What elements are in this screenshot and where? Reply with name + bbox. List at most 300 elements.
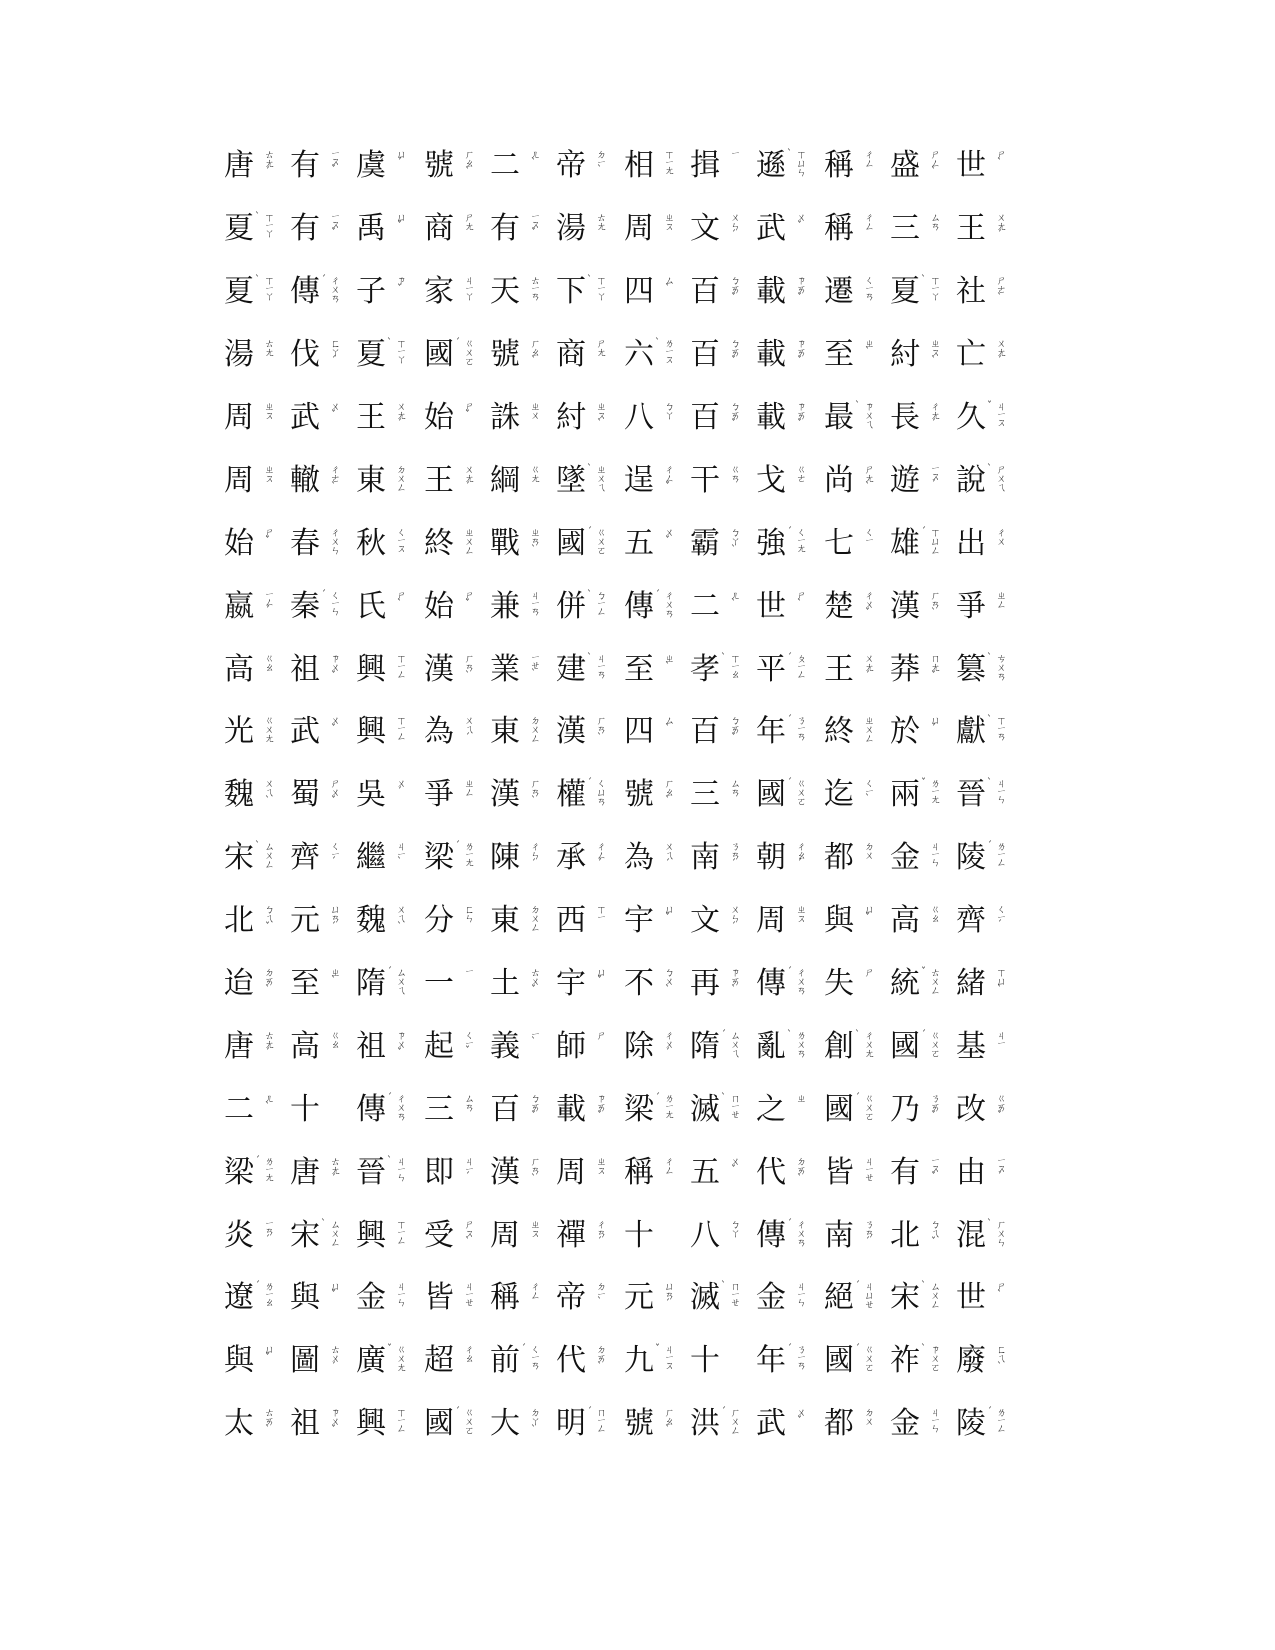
character: [354, 838, 420, 878]
phrase: [622, 587, 822, 627]
character: [288, 524, 354, 564]
zhuyin-annotation: ㄇㄧㄝˋ: [718, 1092, 739, 1118]
han-character: 興: [356, 1217, 386, 1253]
character: [954, 964, 1020, 1004]
han-character: 遼: [224, 1280, 254, 1316]
character: [754, 1090, 820, 1130]
character: [954, 650, 1020, 690]
character: [822, 335, 888, 375]
character: [554, 1027, 620, 1067]
han-character: 誅: [490, 400, 520, 435]
han-character: 宇: [556, 966, 586, 1002]
zhuyin-annotation: ㄈㄣ: [462, 904, 473, 923]
character: [622, 1341, 688, 1381]
character: [754, 901, 820, 941]
han-character: 北: [224, 903, 254, 939]
zhuyin-annotation: ㄍㄠ: [328, 1029, 339, 1048]
han-character: 權: [556, 777, 586, 813]
zhuyin-annotation: ㄌㄧㄤˇ: [918, 778, 939, 804]
zhuyin-annotation: ㄐㄧㄣˋ: [984, 778, 1005, 804]
character: [688, 1090, 754, 1130]
han-character: 祖: [356, 1028, 386, 1064]
phrase: [422, 650, 622, 690]
zhuyin-annotation: ㄊㄤˊ: [262, 149, 273, 178]
character: [288, 1404, 354, 1444]
zhuyin-annotation: ㄕ: [862, 967, 873, 977]
verse-line: [222, 1204, 1022, 1267]
phrase: [822, 272, 1022, 312]
zhuyin-annotation: ㄓㄡ: [594, 1155, 605, 1174]
character: [222, 712, 288, 752]
character: [822, 146, 888, 186]
zhuyin-annotation: ㄓ: [794, 1092, 805, 1102]
zhuyin-annotation: ㄋㄢˊ: [728, 841, 739, 870]
character: [822, 524, 888, 564]
zhuyin-annotation: ㄔㄤˊ: [928, 401, 939, 429]
zhuyin-annotation: ㄍㄨㄛˊ: [784, 778, 805, 806]
phrase: [422, 1153, 622, 1193]
han-character: 南: [690, 840, 720, 876]
zhuyin-annotation: ㄍㄠ: [262, 652, 273, 671]
zhuyin-annotation: ㄋㄧㄢˊ: [784, 1344, 805, 1370]
zhuyin-annotation: [724, 1344, 738, 1378]
zhuyin-annotation: ㄉㄨㄥ: [528, 715, 539, 743]
han-character: 創: [824, 1028, 854, 1064]
phrase: [422, 587, 622, 627]
han-character: 久: [956, 400, 986, 435]
character: [422, 650, 488, 690]
han-character: 代: [756, 1154, 786, 1190]
zhuyin-annotation: ㄧㄡˊ: [994, 1155, 1005, 1182]
phrase: [822, 1090, 1022, 1130]
han-character: 八: [690, 1217, 720, 1253]
zhuyin-annotation: ㄔㄥˊ: [594, 841, 605, 870]
character: [354, 1153, 420, 1193]
character: [888, 146, 954, 186]
han-character: 東: [490, 714, 520, 750]
han-character: 太: [224, 1406, 254, 1442]
zhuyin-annotation: ㄏㄠˋ: [662, 1407, 673, 1436]
han-character: 獻: [956, 714, 986, 750]
zhuyin-annotation: ㄋㄞˇ: [928, 1092, 939, 1121]
phrase: [822, 587, 1022, 627]
zhuyin-annotation: ㄍㄨㄛˊ: [852, 1092, 873, 1120]
phrase: [622, 838, 822, 878]
han-character: 失: [824, 966, 854, 1002]
character: [622, 838, 688, 878]
phrase: [222, 775, 422, 815]
character: [554, 587, 620, 627]
zhuyin-annotation: ㄓㄡ: [262, 463, 273, 482]
phrase: [422, 461, 622, 501]
zhuyin-annotation: ㄏㄢˋ: [528, 778, 539, 807]
han-character: 商: [556, 337, 586, 373]
character: [222, 524, 288, 564]
han-character: 虞: [356, 148, 386, 184]
character: [954, 587, 1020, 627]
han-character: 代: [556, 1343, 586, 1379]
character: [422, 838, 488, 878]
han-character: 漢: [556, 714, 586, 750]
character: [754, 1404, 820, 1444]
character: [688, 1153, 754, 1193]
han-character: 漢: [490, 777, 520, 813]
han-character: 夏: [356, 337, 386, 373]
phrase: [622, 272, 822, 312]
zhuyin-annotation: ㄕㄥˋ: [928, 149, 939, 178]
han-character: 戰: [490, 525, 520, 561]
character: [554, 712, 620, 752]
han-character: 分: [424, 903, 454, 939]
zhuyin-annotation: [658, 1219, 672, 1253]
character: [554, 1278, 620, 1318]
character: [754, 775, 820, 815]
character: [554, 1404, 620, 1444]
character: [354, 1278, 420, 1318]
character: [688, 901, 754, 941]
han-character: 再: [690, 966, 720, 1002]
character: [754, 964, 820, 1004]
character: [488, 209, 554, 249]
han-character: 陵: [956, 1406, 986, 1442]
han-character: 金: [756, 1280, 786, 1316]
character: [488, 1090, 554, 1130]
character: [954, 1027, 1020, 1067]
zhuyin-annotation: ㄒㄩㄣˋ: [784, 149, 805, 177]
zhuyin-annotation: ㄔㄥ: [662, 1155, 673, 1174]
character: [622, 1278, 688, 1318]
han-character: 紂: [890, 337, 920, 373]
han-character: 漢: [490, 1154, 520, 1190]
phrase: [222, 712, 422, 752]
character: [822, 1278, 888, 1318]
character: [754, 587, 820, 627]
zhuyin-annotation: ㄧㄡˇ: [528, 212, 539, 239]
character: [554, 1341, 620, 1381]
phrase: [222, 1404, 422, 1444]
zhuyin-annotation: ㄐㄧㄡˇ: [652, 1344, 673, 1370]
character: [622, 901, 688, 941]
zhuyin-annotation: ㄓㄡˋ: [594, 401, 605, 429]
han-character: 干: [690, 462, 720, 498]
zhuyin-annotation: ㄅㄚ: [662, 401, 673, 419]
han-character: 稱: [824, 148, 854, 184]
han-character: 四: [624, 274, 654, 310]
character: [822, 1027, 888, 1067]
han-character: 百: [690, 400, 720, 435]
zhuyin-annotation: ㄏㄠˋ: [462, 149, 473, 178]
character: [354, 1341, 420, 1381]
phrase: [622, 398, 822, 438]
han-character: 明: [556, 1406, 586, 1442]
character: [288, 1027, 354, 1067]
character: [622, 775, 688, 815]
zhuyin-annotation: ㄊㄧㄢ: [528, 275, 539, 301]
han-character: 二: [490, 148, 520, 184]
han-character: 絕: [824, 1280, 854, 1316]
character: [688, 1404, 754, 1444]
zhuyin-annotation: ㄒㄧㄚˋ: [252, 275, 273, 301]
zhuyin-annotation: ㄅㄞˇ: [728, 275, 739, 304]
character: [222, 650, 288, 690]
zhuyin-annotation: ㄇㄧㄥˊ: [584, 1407, 605, 1433]
character: [288, 1216, 354, 1256]
zhuyin-annotation: ㄒㄧㄚˋ: [584, 275, 605, 301]
zhuyin-annotation: ㄌㄧㄤˊ: [652, 1092, 673, 1118]
character: [554, 524, 620, 564]
character: [554, 335, 620, 375]
zhuyin-annotation: ㄔㄨㄢˊ: [384, 1092, 405, 1120]
zhuyin-annotation: ㄗㄞˇ: [794, 275, 805, 304]
phrase: [222, 335, 422, 375]
zhuyin-annotation: ㄊㄨㄥˇ: [918, 967, 939, 995]
character: [822, 461, 888, 501]
character: [888, 712, 954, 752]
phrase: [222, 398, 422, 438]
phrase: [422, 1027, 622, 1067]
zhuyin-annotation: ㄕㄨˇ: [328, 778, 339, 807]
han-character: 興: [356, 651, 386, 687]
zhuyin-annotation: ㄨㄤˊ: [862, 652, 873, 681]
han-character: 稱: [824, 211, 854, 247]
han-character: 湯: [556, 211, 586, 247]
zhuyin-annotation: ㄊㄤˊ: [262, 1029, 273, 1058]
han-character: 秦: [290, 588, 320, 624]
character: [622, 398, 688, 438]
verse-line: [222, 575, 1022, 638]
han-character: 世: [756, 588, 786, 624]
han-character: 光: [224, 714, 254, 750]
verse-line: [222, 1141, 1022, 1204]
han-character: 為: [424, 714, 454, 750]
han-character: 朝: [756, 840, 786, 876]
verse-line: [222, 449, 1022, 512]
phrase: [222, 1090, 422, 1130]
han-character: 梁: [624, 1091, 654, 1127]
character: [688, 1216, 754, 1256]
han-character: 改: [956, 1091, 986, 1127]
zhuyin-annotation: ㄓㄨㄥ: [862, 715, 873, 743]
zhuyin-annotation: ㄓㄡ: [262, 401, 273, 419]
phrase: [222, 650, 422, 690]
character: [954, 1278, 1020, 1318]
character: [954, 272, 1020, 312]
han-character: 東: [490, 903, 520, 939]
han-character: 王: [424, 462, 454, 498]
han-character: 國: [824, 1091, 854, 1127]
han-character: 兩: [890, 777, 920, 813]
zhuyin-annotation: ㄔㄨㄢˊ: [318, 275, 339, 303]
han-character: 遷: [824, 274, 854, 310]
zhuyin-annotation: ㄧ: [728, 149, 739, 157]
zhuyin-annotation: ㄇㄧㄝˋ: [718, 1281, 739, 1307]
character: [622, 650, 688, 690]
zhuyin-annotation: ㄍㄨㄤ: [262, 715, 273, 743]
han-character: 湯: [224, 337, 254, 373]
character: [222, 335, 288, 375]
phrase: [822, 1153, 1022, 1193]
zhuyin-annotation: ㄦˋ: [728, 589, 739, 609]
han-character: 齊: [290, 840, 320, 876]
zhuyin-annotation: ㄇㄤˇ: [928, 652, 939, 681]
zhuyin-annotation: ㄗㄨㄟˋ: [852, 401, 873, 428]
zhuyin-annotation: ㄧㄥˊ: [262, 589, 273, 616]
han-character: 宋: [890, 1280, 920, 1316]
zhuyin-annotation: ㄓㄨㄥ: [462, 526, 473, 554]
character: [622, 272, 688, 312]
han-character: 梁: [424, 840, 454, 876]
han-character: 興: [356, 714, 386, 750]
zhuyin-annotation: ㄙㄢ: [728, 778, 739, 797]
han-character: 至: [290, 966, 320, 1002]
character: [554, 1090, 620, 1130]
han-character: 師: [556, 1028, 586, 1064]
phrase: [822, 901, 1022, 941]
zhuyin-annotation: ㄩˇ: [394, 212, 405, 232]
character: [222, 209, 288, 249]
verse-line: [222, 953, 1022, 1016]
character: [688, 335, 754, 375]
zhuyin-annotation: ㄨㄤˊ: [994, 338, 1005, 367]
zhuyin-annotation: ㄌㄧㄤˊ: [452, 841, 473, 867]
phrase: [622, 1216, 822, 1256]
zhuyin-annotation: ㄓㄥ: [462, 778, 473, 797]
han-character: 百: [690, 274, 720, 310]
zhuyin-annotation: ㄉㄞˋ: [594, 1344, 605, 1373]
phrase: [822, 1216, 1022, 1256]
han-character: 王: [956, 211, 986, 247]
zhuyin-annotation: ㄧㄝˋ: [528, 652, 539, 679]
character: [488, 272, 554, 312]
han-character: 周: [224, 400, 254, 435]
character: [288, 1278, 354, 1318]
han-character: 高: [290, 1028, 320, 1064]
character: [622, 1090, 688, 1130]
verse-line: [222, 198, 1022, 261]
phrase: [622, 775, 822, 815]
zhuyin-annotation: ㄈㄟˋ: [994, 1344, 1005, 1373]
han-character: 綱: [490, 462, 520, 498]
character: [222, 146, 288, 186]
zhuyin-annotation: ㄓㄡˋ: [928, 338, 939, 367]
character: [888, 1341, 954, 1381]
han-character: 九: [624, 1343, 654, 1379]
han-character: 併: [556, 588, 586, 624]
zhuyin-annotation: ㄍㄨㄛˊ: [852, 1344, 873, 1372]
zhuyin-annotation: ㄕˋ: [994, 149, 1005, 169]
zhuyin-annotation: ㄨㄤˊ: [394, 401, 405, 429]
character: [688, 838, 754, 878]
character: [488, 1153, 554, 1193]
han-character: 傳: [624, 588, 654, 624]
character: [754, 712, 820, 752]
verse-line: [222, 701, 1022, 764]
phrase: [422, 398, 622, 438]
zhuyin-annotation: ㄓㄢˋ: [528, 526, 539, 555]
verse-line: [222, 324, 1022, 387]
han-character: 禪: [556, 1217, 586, 1253]
zhuyin-annotation: ㄋㄧㄢˊ: [784, 715, 805, 741]
character: [954, 146, 1020, 186]
character: [888, 398, 954, 438]
zhuyin-annotation: ㄐㄧㄝ: [862, 1155, 873, 1181]
zhuyin-annotation: ㄐㄧㄚ: [462, 275, 473, 301]
han-character: 金: [890, 1406, 920, 1442]
han-character: 高: [224, 651, 254, 687]
character: [822, 964, 888, 1004]
zhuyin-annotation: ㄉㄨ: [862, 841, 873, 860]
zhuyin-annotation: ㄑㄧ: [862, 526, 873, 543]
han-character: 號: [424, 148, 454, 184]
phrase: [422, 901, 622, 941]
zhuyin-annotation: ㄏㄠˋ: [528, 338, 539, 367]
han-character: 紂: [556, 400, 586, 435]
zhuyin-annotation: ㄌㄧㄡˋ: [652, 338, 673, 364]
han-character: 元: [624, 1280, 654, 1316]
character: [954, 1153, 1020, 1193]
character: [622, 335, 688, 375]
zhuyin-annotation: ㄕˋ: [394, 589, 405, 609]
zhuyin-annotation: ㄨˇ: [794, 1407, 805, 1427]
character: [754, 1153, 820, 1193]
verse-line: [222, 1393, 1022, 1456]
zhuyin-annotation: ㄏㄨㄥˊ: [718, 1407, 739, 1435]
han-character: 爭: [424, 777, 454, 813]
han-character: 王: [824, 651, 854, 687]
zhuyin-annotation: ㄒㄧㄠˋ: [718, 652, 739, 678]
phrase: [422, 838, 622, 878]
zhuyin-annotation: ㄐㄧㄣ: [794, 1281, 805, 1307]
character: [488, 838, 554, 878]
zhuyin-annotation: ㄑㄧˊ: [328, 841, 339, 868]
han-character: 十: [624, 1217, 654, 1253]
han-character: 國: [424, 1406, 454, 1442]
han-character: 氏: [356, 588, 386, 624]
character: [422, 272, 488, 312]
han-character: 百: [690, 714, 720, 750]
character: [288, 775, 354, 815]
zhuyin-annotation: ㄩˇ: [862, 904, 873, 924]
character: [822, 838, 888, 878]
phrase: [222, 209, 422, 249]
zhuyin-annotation: ㄩˊ: [394, 149, 405, 169]
zhuyin-annotation: ㄔㄥ: [862, 149, 873, 168]
han-character: 莽: [890, 651, 920, 687]
han-character: 載: [556, 1091, 586, 1127]
han-character: 百: [490, 1091, 520, 1127]
phrase: [222, 1027, 422, 1067]
han-character: 載: [756, 400, 786, 435]
han-character: 國: [424, 337, 454, 373]
han-character: 王: [356, 400, 386, 435]
character: [622, 146, 688, 186]
character: [488, 1027, 554, 1067]
han-character: 梁: [224, 1154, 254, 1190]
character: [288, 461, 354, 501]
zhuyin-annotation: ㄩㄢˊ: [662, 1281, 673, 1310]
character: [488, 1341, 554, 1381]
verse-line: [222, 512, 1022, 575]
character: [354, 524, 420, 564]
zhuyin-annotation: ㄒㄧㄚˋ: [252, 212, 273, 238]
han-character: 遜: [756, 148, 786, 184]
zhuyin-annotation: ㄑㄧˋ: [862, 778, 873, 805]
han-character: 稱: [624, 1154, 654, 1190]
character: [354, 209, 420, 249]
zhuyin-annotation: ㄅㄞˇ: [728, 401, 739, 429]
phrase: [822, 335, 1022, 375]
han-character: 國: [756, 777, 786, 813]
